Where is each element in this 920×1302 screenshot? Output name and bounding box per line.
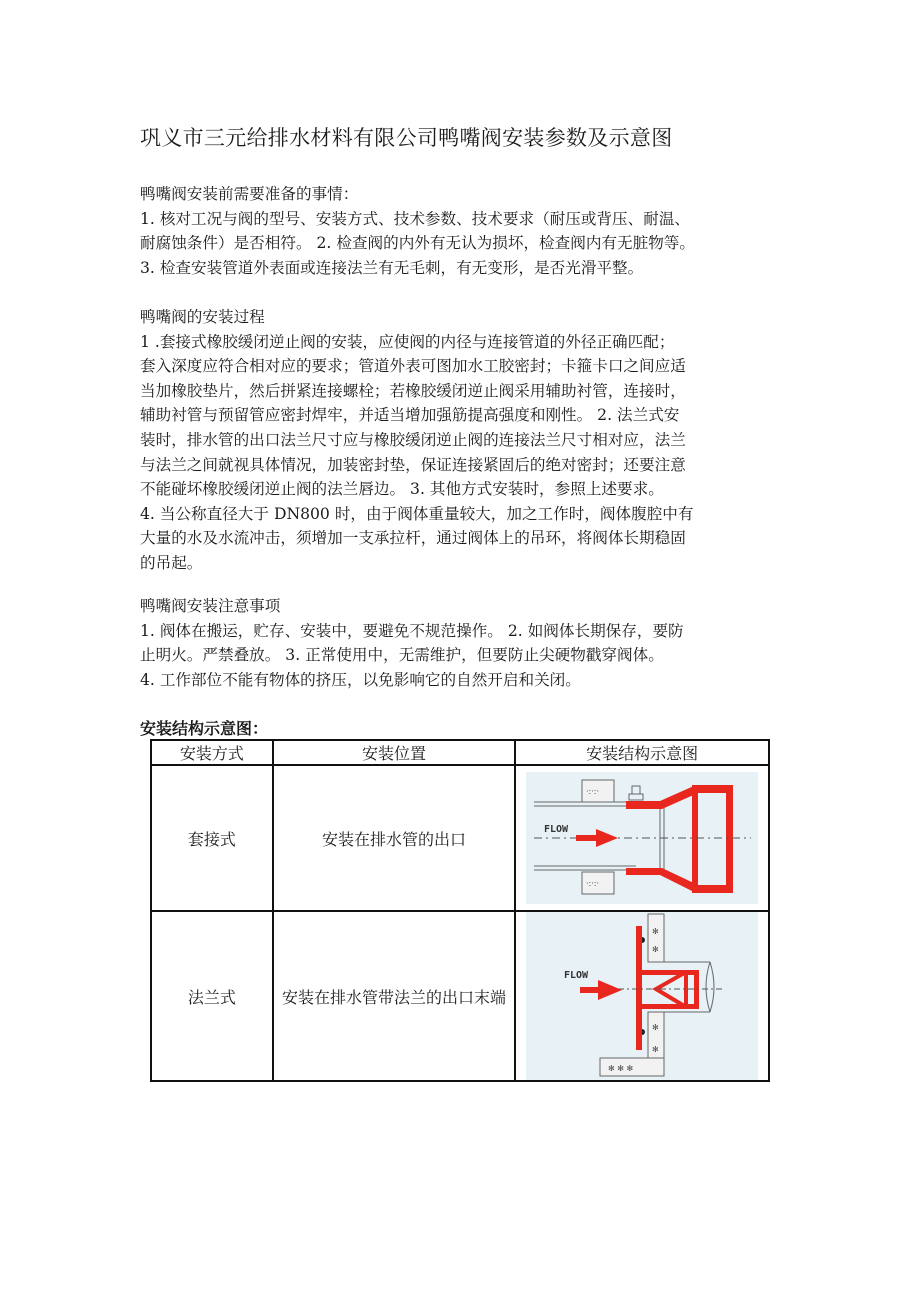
- installation-table: [150, 739, 770, 1082]
- svg-text:✻: ✻: [652, 1023, 659, 1032]
- text-line: 不能碰坏橡胶缓闭逆止阀的法兰唇边。 3. 其他方式安装时，参照上述要求。: [140, 480, 664, 499]
- text-line: 当加橡胶垫片，然后拼紧连接螺栓；若橡胶缓闭逆止阀采用辅助衬管，连接时，: [140, 381, 686, 400]
- header-position: 安装位置: [273, 740, 515, 765]
- svg-text:·:·:·: ·:·:·: [586, 879, 600, 888]
- section-preparation: [140, 182, 800, 280]
- text-line: 止明火。严禁叠放。 3. 正常使用中，无需维护，但要防止尖硬物戳穿阀体。: [140, 646, 664, 665]
- text-line: 的吊起。: [140, 553, 203, 572]
- text-line: 1. 阀体在搬运，贮存、安装中，要避免不规范操作。 2. 如阀体长期保存，要防: [140, 621, 684, 640]
- svg-text:✻: ✻: [652, 945, 659, 954]
- header-diagram: 安装结构示意图: [515, 740, 769, 765]
- section-precautions: [140, 594, 800, 692]
- svg-text:FLOW: FLOW: [564, 970, 589, 981]
- text-line: 装时，排水管的出口法兰尺寸应与橡胶缓闭逆止阀的连接法兰尺寸相对应，法兰: [140, 430, 686, 449]
- cell-method: 套接式: [151, 765, 273, 911]
- svg-text:✻: ✻: [652, 927, 659, 936]
- table-row: [151, 765, 769, 911]
- svg-text:✻ ✻ ✻: ✻ ✻ ✻: [608, 1064, 634, 1073]
- table-header-row: [151, 740, 769, 765]
- text-line: 套入深度应符合相对应的要求；管道外表可图加水工胶密封；卡箍卡口之间应适: [140, 357, 686, 376]
- svg-text:·:·:·: ·:·:·: [586, 787, 600, 796]
- svg-text:FLOW: FLOW: [544, 824, 569, 835]
- text-line: 4. 当公称直径大于 DN800 时，由于阀体重量较大，加之工作时，阀体腹腔中有: [140, 504, 694, 523]
- section-heading: 鸭嘴阀安装前需要准备的事情：: [140, 185, 359, 203]
- cell-diagram: [515, 911, 769, 1081]
- text-line: 与法兰之间就视具体情况，加装密封垫，保证连接紧固后的绝对密封；还要注意: [140, 455, 686, 474]
- text-line: 1. 核对工况与阀的型号、安装方式、技术参数、技术要求（耐压或背压、耐温、: [140, 209, 691, 228]
- section-heading: 鸭嘴阀安装注意事项: [140, 597, 281, 615]
- table-caption: 安装结构示意图：: [140, 719, 269, 738]
- cell-diagram: [515, 765, 769, 911]
- table-row: [151, 911, 769, 1081]
- text-line: 辅助衬管与预留管应密封焊牢，并适当增加强筋提高强度和刚性。 2. 法兰式安: [140, 406, 680, 425]
- cell-method: 法兰式: [151, 911, 273, 1081]
- section-heading: 鸭嘴阀的安装过程: [140, 308, 265, 326]
- text-line: 耐腐蚀条件）是否相符。 2. 检查阀的内外有无认为损坏，检查阀内有无脏物等。: [140, 234, 695, 253]
- text-line: 4. 工作部位不能有物体的挤压，以免影响它的自然开启和关闭。: [140, 670, 581, 689]
- sleeve-type-diagram: [526, 772, 758, 904]
- header-method: 安装方式: [151, 740, 273, 765]
- cell-position: 安装在排水管带法兰的出口末端: [273, 911, 515, 1081]
- cell-position: 安装在排水管的出口: [273, 765, 515, 911]
- flange-type-diagram: [526, 912, 758, 1080]
- svg-text:✻: ✻: [652, 1045, 659, 1054]
- section-installation-process: [140, 305, 800, 576]
- text-line: 3. 检查安装管道外表面或连接法兰有无毛刺，有无变形，是否光滑平整。: [140, 258, 644, 277]
- text-line: 大量的水及水流冲击，须增加一支承拉杆，通过阀体上的吊环，将阀体长期稳固: [140, 529, 686, 548]
- text-line: 1 .套接式橡胶缓闭逆止阀的安装，应使阀的内径与连接管道的外径正确匹配；: [140, 332, 675, 351]
- page-title: 巩义市三元给排水材料有限公司鸭嘴阀安装参数及示意图: [140, 126, 673, 150]
